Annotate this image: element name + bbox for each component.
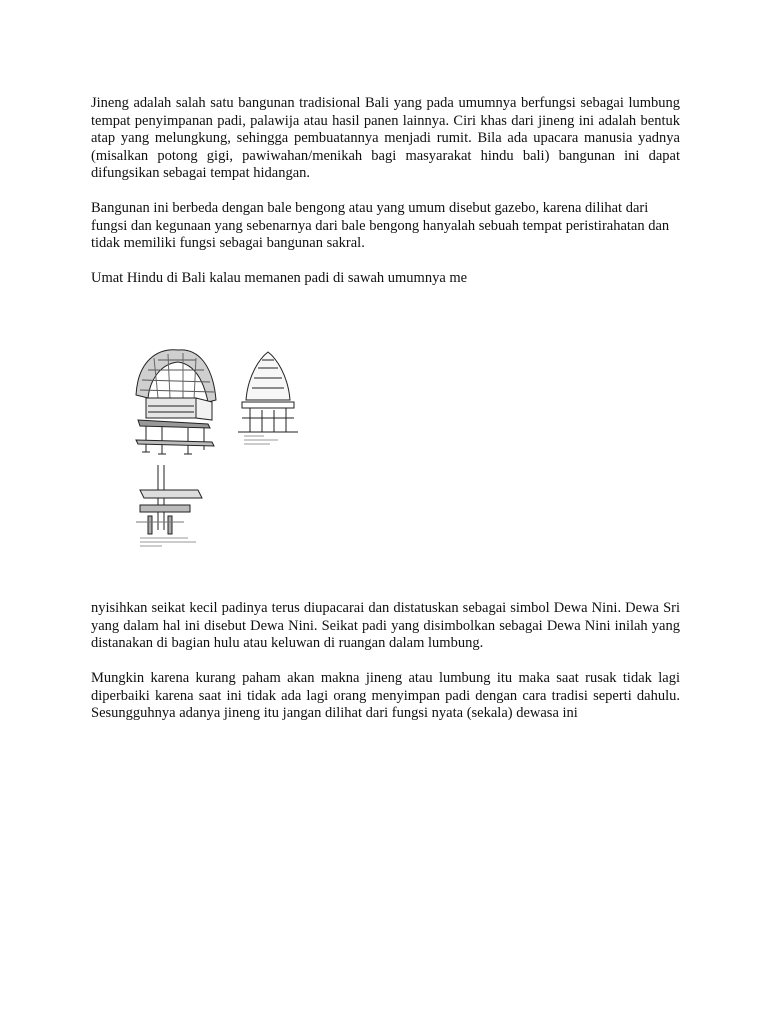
jineng-joint-detail-sketch: [136, 465, 202, 546]
document-body-bottom: [91, 600, 680, 740]
paragraph-harvest-start: Umat Hindu di Bali kalau memanen padi di sawah umumnya me: [91, 270, 468, 286]
document-body-top: [91, 95, 680, 288]
jineng-section-sketch: [238, 352, 298, 444]
paragraph-jineng-meaning: Mungkin karena kurang paham akan makna jineng atau lumbung itu maka saat rusak tidak lagi diperbaiki karena saat ini tidak ada lagi orang menyimpan padi dengan cara tradisi seperti dahulu. Sesungguhnya adanya jineng itu jangan dilihat dari fungsi nyata (sekala) dewasa ini: [91, 670, 680, 721]
jineng-perspective-sketch: [136, 350, 216, 454]
paragraph-clip: [91, 670, 680, 740]
jineng-illustration: [128, 340, 328, 550]
paragraph-jineng-intro: Jineng adalah salah satu bangunan tradisional Bali yang pada umumnya berfungsi sebagai lumbung tempat penyimpanan padi, palawija atau hasil panen lainnya. Ciri khas dari jineng ini adalah bentuk atap yang melungkung, sehingga pembuatannya menjadi rumit. Bila ada upacara manusia yadnya (misalkan potong gigi, pawiwahan/menikah bagi masyarakat hindu bali) bangunan ini dapat difungsikan sebagai tempat hidangan.: [91, 95, 680, 181]
jineng-sketch-icon: [128, 340, 328, 550]
paragraph-dewa-nini: nyisihkan seikat kecil padinya terus diupacarai dan distatuskan sebagai simbol Dewa Nini. Dewa Sri yang dalam hal ini disebut Dewa Nini. Seikat padi yang disimbolkan sebagai Dewa Nini inilah yang distanakan di bagian hulu atau keluwan di ruangan dalam lumbung.: [91, 600, 680, 651]
paragraph-bale-bengong: Bangunan ini berbeda dengan bale bengong atau yang umum disebut gazebo, karena dilihat dari fungsi dan kegunaan yang sebenarnya dari bale bengong hanyalah sebuah tempat peristirahatan dan tidak memiliki fungsi sebagai bangunan sakral.: [91, 200, 670, 251]
